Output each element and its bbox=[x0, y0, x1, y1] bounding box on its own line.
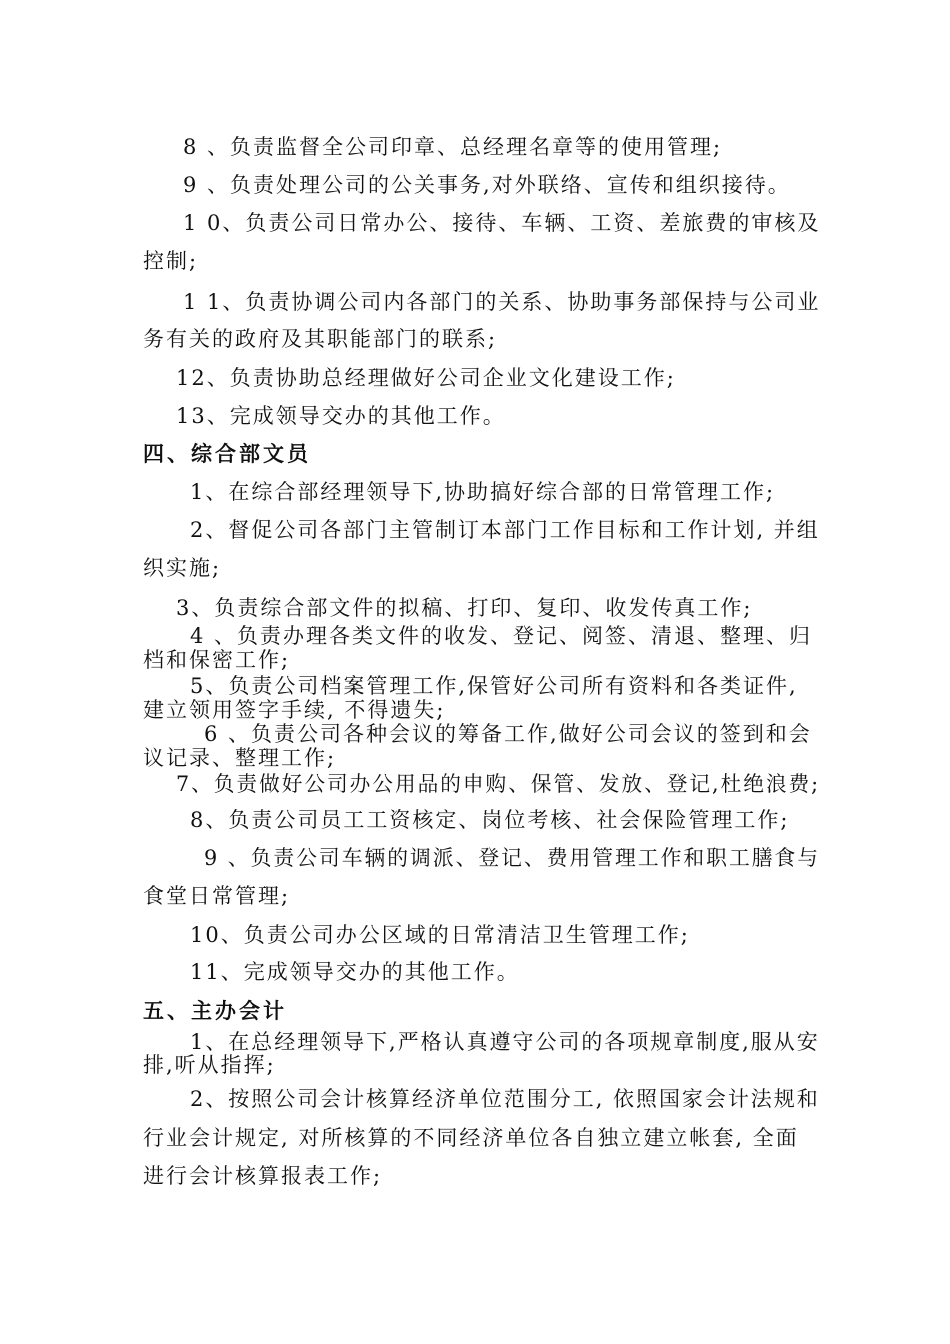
duty-line: 8、负责公司员工工资核定、岗位考核、社会保险管理工作; bbox=[190, 808, 790, 832]
duty-line: 13、完成领导交办的其他工作。 bbox=[176, 404, 506, 428]
duty-line: 3、负责综合部文件的拟稿、打印、复印、收发传真工作; bbox=[176, 596, 753, 620]
duty-line: 2、督促公司各部门主管制订本部门工作目标和工作计划, 并组 bbox=[190, 518, 820, 542]
duty-line: 4 、负责办理各类文件的收发、登记、阅签、清退、整理、归 bbox=[190, 624, 813, 648]
duty-line: 7、负责做好公司办公用品的申购、保管、发放、登记,杜绝浪费; bbox=[176, 772, 821, 796]
section-heading: 四、综合部文员 bbox=[143, 441, 311, 466]
duty-line-continued: 织实施; bbox=[143, 556, 222, 580]
duty-line: 1 0、负责公司日常办公、接待、车辆、工资、差旅费的审核及 bbox=[183, 211, 821, 235]
duty-line: 9 、负责公司车辆的调派、登记、费用管理工作和职工膳食与 bbox=[204, 846, 821, 870]
section-heading: 五、主办会计 bbox=[143, 998, 287, 1023]
duty-line-continued: 进行会计核算报表工作; bbox=[143, 1164, 383, 1188]
duty-line: 11、完成领导交办的其他工作。 bbox=[190, 960, 520, 984]
duty-line: 10、负责公司办公区域的日常清洁卫生管理工作; bbox=[190, 923, 690, 947]
duty-line: 5、负责公司档案管理工作,保管好公司所有资料和各类证件, bbox=[190, 674, 798, 698]
duty-line-continued: 建立领用签字手续, 不得遗失; bbox=[143, 698, 446, 722]
duty-line: 2、按照公司会计核算经济单位范围分工, 依照国家会计法规和 bbox=[190, 1087, 820, 1111]
duty-line: 1 1、负责协调公司内各部门的关系、协助事务部保持与公司业 bbox=[183, 290, 821, 314]
duty-line-continued: 行业会计规定, 对所核算的不同经济单位各自独立建立帐套, 全面 bbox=[143, 1126, 799, 1150]
duty-line-continued: 议记录、整理工作; bbox=[143, 746, 337, 770]
duty-line-continued: 控制; bbox=[143, 249, 199, 273]
duty-line: 8 、负责监督全公司印章、总经理名章等的使用管理; bbox=[183, 135, 723, 159]
duty-line-continued: 排,听从指挥; bbox=[143, 1053, 276, 1077]
duty-line-continued: 食堂日常管理; bbox=[143, 884, 291, 908]
duty-line-continued: 档和保密工作; bbox=[143, 648, 291, 672]
duty-line: 9 、负责处理公司的公关事务,对外联络、宣传和组织接待。 bbox=[183, 173, 791, 197]
duty-line-continued: 务有关的政府及其职能部门的联系; bbox=[143, 327, 498, 351]
duty-line: 1、在总经理领导下,严格认真遵守公司的各项规章制度,服从安 bbox=[190, 1030, 820, 1054]
duty-line: 1、在综合部经理领导下,协助搞好综合部的日常管理工作; bbox=[190, 480, 776, 504]
duty-line: 12、负责协助总经理做好公司企业文化建设工作; bbox=[176, 366, 676, 390]
duty-line: 6 、负责公司各种会议的筹备工作,做好公司会议的签到和会 bbox=[204, 722, 812, 746]
